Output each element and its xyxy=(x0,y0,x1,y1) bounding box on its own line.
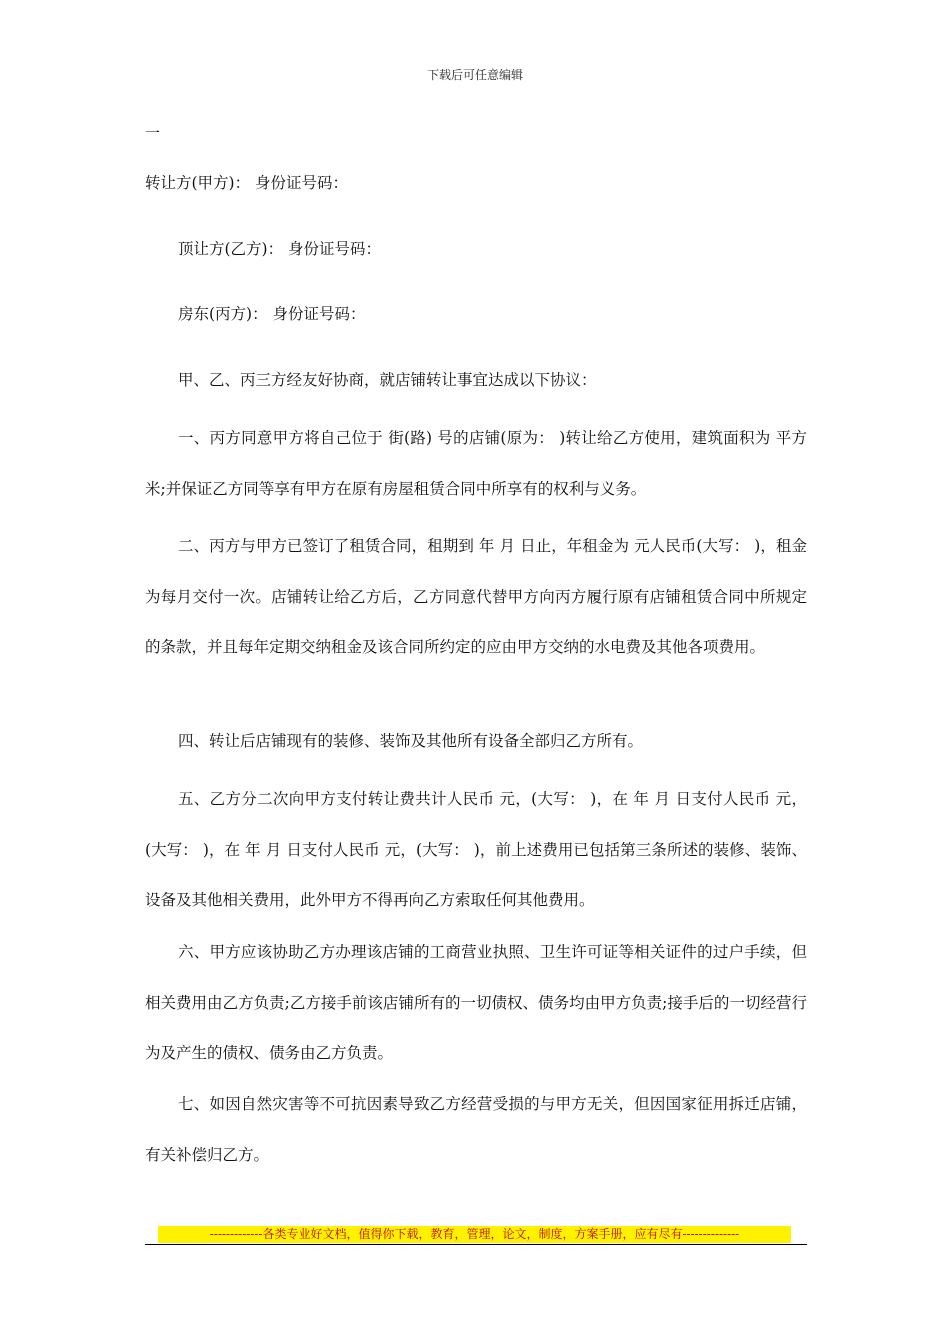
party-c-line: 房东(丙方)： 身份证号码： xyxy=(178,305,366,323)
page-header: 下载后可任意编辑 xyxy=(426,68,523,82)
clause-5: 五、乙方分二次向甲方支付转让费共计人民币 元，(大写： )，在 年 月 日支付人民币 元，(大写： )，在 年 月 日支付人民币 元，(大写： )，前上述费用已包括第三条所述的装修、装饰、设备及其他相关费用，此外甲方不得再向乙方索取任何其他费用。 xyxy=(145,790,807,909)
party-a-line: 转让方(甲方)： 身份证号码： xyxy=(145,174,349,192)
clause-2: 二、丙方与甲方已签订了租赁合同，租期到 年 月 日止，年租金为 元人民币(大写： )，租金为每月交付一次。店铺转让给乙方后，乙方同意代替甲方向丙方履行原有店铺租赁合同中所规定的条款，并且每年定期交纳租金及该合同所约定的应由甲方交纳的水电费及其他各项费用。 xyxy=(145,537,807,656)
section-dash: 一 xyxy=(145,124,161,142)
clause-1: 一、丙方同意甲方将自己位于 街(路) 号的店铺(原为： )转让给乙方使用，建筑面积为 平方米;并保证乙方同等享有甲方在原有房屋租赁合同中所享有的权利与义务。 xyxy=(145,429,807,498)
clause-7: 七、如因自然灾害等不可抗因素导致乙方经营受损的与甲方无关，但因国家征用拆迁店铺，有关补偿归乙方。 xyxy=(145,1095,807,1164)
footer-banner: -------------各类专业好文档，值得你下载，教育，管理，论文，制度，方案手册，应有尽有-------------- xyxy=(209,1227,740,1241)
clause-6: 六、甲方应该协助乙方办理该店铺的工商营业执照、卫生许可证等相关证件的过户手续，但相关费用由乙方负责;乙方接手前该店铺所有的一切债权、债务均由甲方负责;接手后的一切经营行为及产生的债权、债务由乙方负责。 xyxy=(145,943,807,1062)
clause-4: 四、转让后店铺现有的装修、装饰及其他所有设备全部归乙方所有。 xyxy=(178,732,644,750)
agreement-intro: 甲、乙、丙三方经友好协商，就店铺转让事宜达成以下协议： xyxy=(178,371,597,389)
party-b-line: 顶让方(乙方)： 身份证号码： xyxy=(178,240,382,258)
footer-divider xyxy=(145,1244,807,1245)
